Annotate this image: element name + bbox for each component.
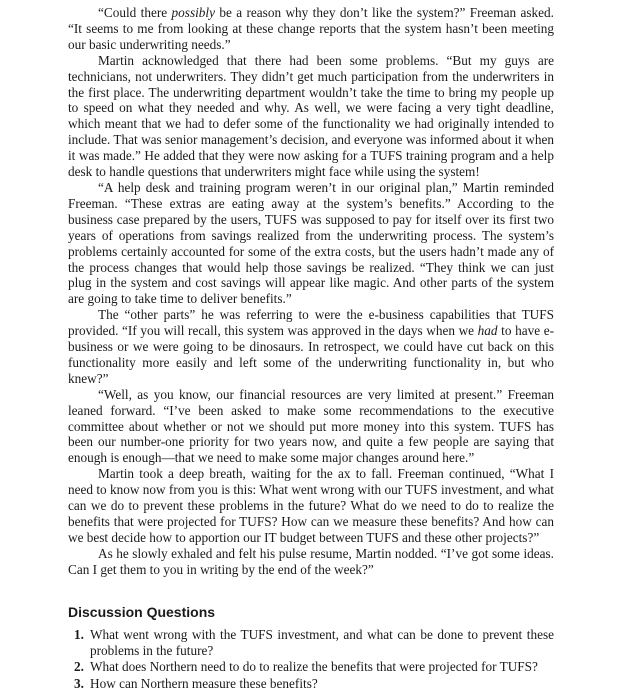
discussion-question [74, 659, 554, 675]
paragraph-text: As he slowly exhaled and felt his pulse resume, Martin nodded. “I’ve got some ideas. Can I get them to you in writing by the end of the week?” [68, 545, 554, 577]
paragraph-text: be a reason why they don’t like the system?” Freeman asked. “It seems to me from looking at these change reports that the system hasn’t been meeting our basic underwriting needs.” [68, 5, 554, 52]
paragraph-text: The “other parts” he was referring to were the e-business capabilities that TUFS provided. “If you will recall, this system was approved in the days when we [68, 307, 554, 339]
question-text: How can Northern measure these benefits? [90, 675, 318, 691]
paragraph-text: “Well, as you know, our financial resources are very limited at present.” Freeman leaned forward. “I’ve been asked to make some recommendations to the executive committee about whether or not we should put more money into this system. TUFS has been our number-one priority for two years now, and quite a few people are saying that enough is enough—that we need to make some major changes around here.” [68, 386, 554, 466]
paragraph [68, 5, 554, 53]
paragraph [68, 466, 554, 546]
paragraph [68, 180, 554, 307]
question-number: 1. [74, 627, 84, 642]
case-study-text [68, 5, 554, 578]
emphasis-text: had [477, 323, 498, 339]
discussion-question [74, 627, 554, 658]
discussion-questions-list [74, 627, 554, 692]
paragraph [68, 53, 554, 180]
paragraph-text: to have e-business or we were going to be dinosaurs. In retrospect, we could have cut back on this functionality more easily and left some of the underwriting functionality in, but who knew?” [68, 323, 554, 386]
paragraph [68, 307, 554, 387]
paragraph-text: Martin took a deep breath, waiting for the ax to fall. Freeman continued, “What I need to know now from you is this: What went wrong with our TUFS investment, and what can we do to prevent these problems in the future? What do we need to do to realize the benefits that were projected for TUFS? How can we measure these benefits? And how can we best decide how to apportion our IT budget between TUFS and these other projects?” [68, 466, 554, 545]
question-number: 2. [74, 659, 84, 674]
question-text: What went wrong with the TUFS investment, and what can be done to prevent these problems in the future? [90, 627, 554, 658]
paragraph [68, 387, 554, 467]
emphasis-text: possibly [171, 5, 215, 20]
paragraph-text: “A help desk and training program weren’t in our original plan,” Martin reminded Freeman. “These extras are eating away at the system’s benefits.” According to the business case prepared by the users, TUFS was supposed to pay for itself over its first two years of operations from savings realized from the underwriting process. The system’s problems certainly accounted for some of the extra costs, but the users hadn’t made any of the process changes that would help those savings be realized. “They think we can just plug in the system and cost savings will appear like magic. And other parts of the system are going to take time to deliver benefits.” [68, 179, 554, 307]
question-number: 3. [74, 675, 84, 691]
question-text: What does Northern need to do to realize the benefits that were projected for TUFS? [90, 659, 538, 674]
discussion-questions-heading: Discussion Questions [68, 604, 216, 620]
discussion-question [74, 676, 554, 692]
paragraph-text: Martin acknowledged that there had been some problems. “But my guys are technicians, not underwriters. They didn’t get much participation from the underwriters in the first place. The underwriting department wouldn’t take the time to bring my people up to speed on what they needed and why. As well, we were facing a very tight deadline, which meant that we had to defer some of the functionality we had originally intended to include. That was senior management’s decision, and everyone was informed about it when it was made.” He added that they were now asking for a TUFS training program and a help desk to handle questions that underwriters might face while using the system! [68, 52, 554, 180]
paragraph [68, 546, 554, 578]
paragraph-text: “Could there [98, 5, 172, 20]
